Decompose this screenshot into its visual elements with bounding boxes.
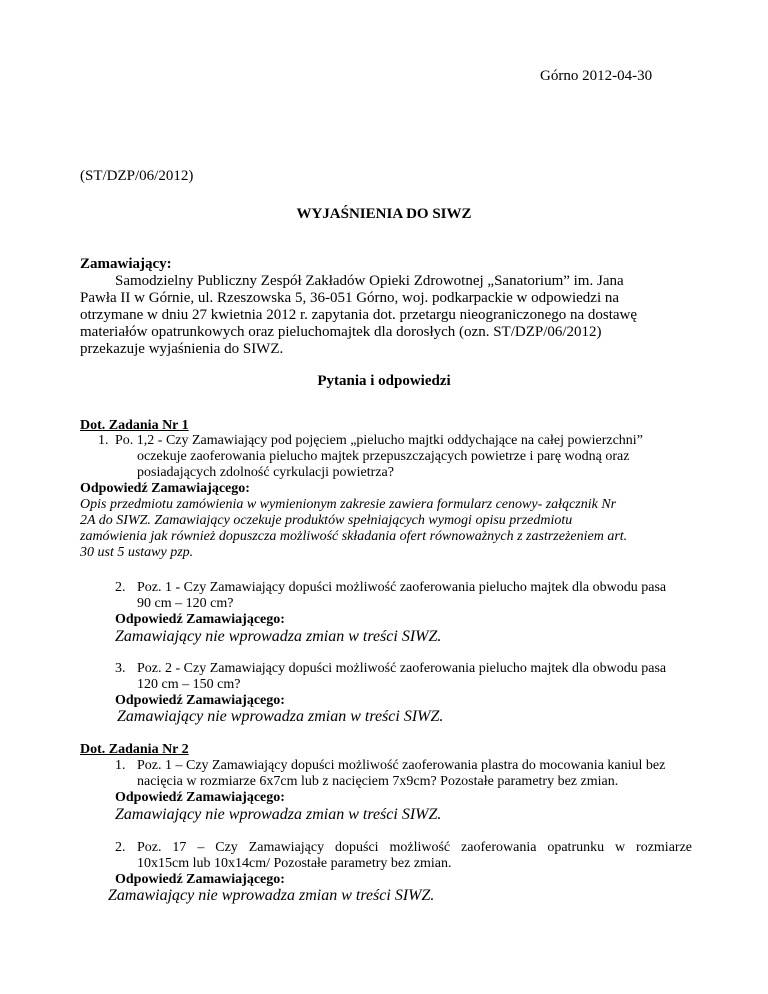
- document-date: Górno 2012-04-30: [540, 68, 653, 84]
- question-line: 10x15cm lub 10x14cm/ Pozostałe parametry bez zmian.: [137, 856, 452, 871]
- ordering-party-line-4: materiałów opatrunkowych oraz pieluchomajtek dla dorosłych (ozn. ST/DZP/06/2012): [80, 324, 602, 340]
- answer-line: 2A do SIWZ. Zamawiający oczekuje produktów spełniających wymogi opisu przedmiotu: [80, 513, 573, 528]
- question-line: nacięcia w rozmiarze 6x7cm lub z nacięciem 7x9cm? Pozostałe parametry bez zmian.: [137, 774, 619, 789]
- answer-label: Odpowiedź Zamawiającego:: [115, 693, 285, 708]
- answer-label: Odpowiedź Zamawiającego:: [115, 612, 285, 627]
- qa-heading: Pytania i odpowiedzi: [317, 373, 451, 389]
- task-2-heading: Dot. Zadania Nr 2: [80, 742, 189, 757]
- question-line: posiadających zdolność cyrkulacji powietrza?: [137, 465, 394, 480]
- answer-line: Opis przedmiotu zamówienia w wymienionym zakresie zawiera formularz cenowy- załącznik Nr: [80, 497, 617, 512]
- answer-line: 30 ust 5 ustawy pzp.: [80, 545, 194, 560]
- answer-label: Odpowiedź Zamawiającego:: [115, 790, 285, 805]
- question-line: Po. 1,2 - Czy Zamawiający pod pojęciem „pielucho majtki oddychające na całej powierzchni”: [115, 433, 643, 448]
- ordering-party-line-3: otrzymane w dniu 27 kwietnia 2012 r. zapytania dot. przetargu nieograniczonego na dostawę: [80, 307, 638, 323]
- reference-number: (ST/DZP/06/2012): [80, 168, 194, 184]
- question-line: oczekuje zaoferowania pielucho majtek przepuszczających powietrze i parę wodną oraz: [137, 449, 630, 464]
- question-number: 1.: [98, 433, 109, 448]
- question-line: 120 cm – 150 cm?: [137, 677, 241, 692]
- question-number: 2.: [115, 840, 126, 855]
- document-title: WYJAŚNIENIA DO SIWZ: [296, 206, 472, 222]
- ordering-party-line-5: przekazuje wyjaśnienia do SIWZ.: [80, 341, 284, 357]
- answer-text: Zamawiający nie wprowadza zmian w treści SIWZ.: [115, 628, 442, 645]
- question-line: Poz. 1 - Czy Zamawiający dopuści możliwość zaoferowania pielucho majtek dla obwodu pasa: [137, 580, 667, 595]
- question-line: Poz. 17 – Czy Zamawiający dopuści możliwość zaoferowania opatrunku w rozmiarze: [137, 840, 692, 855]
- answer-line: zamówienia jak również dopuszcza możliwość składania ofert równoważnych z zastrzeżeniem art.: [80, 529, 628, 544]
- ordering-party-line-2: Pawła II w Górnie, ul. Rzeszowska 5, 36-051 Górno, woj. podkarpackie w odpowiedzi na: [80, 290, 620, 306]
- task-1-heading: Dot. Zadania Nr 1: [80, 418, 189, 433]
- answer-text: Zamawiający nie wprowadza zmian w treści SIWZ.: [108, 887, 435, 904]
- ordering-party-line-1: Samodzielny Publiczny Zespół Zakładów Opieki Zdrowotnej „Sanatorium” im. Jana: [115, 273, 624, 289]
- question-number: 1.: [115, 758, 126, 773]
- answer-label: Odpowiedź Zamawiającego:: [115, 872, 285, 887]
- ordering-party-label: Zamawiający:: [80, 256, 172, 272]
- question-line: Poz. 1 – Czy Zamawiający dopuści możliwość zaoferowania plastra do mocowania kaniul bez: [137, 758, 666, 773]
- answer-text: Zamawiający nie wprowadza zmian w treści SIWZ.: [115, 806, 442, 823]
- question-line: 90 cm – 120 cm?: [137, 596, 234, 611]
- question-number: 2.: [115, 580, 126, 595]
- answer-label: Odpowiedź Zamawiającego:: [80, 481, 250, 496]
- question-line: Poz. 2 - Czy Zamawiający dopuści możliwość zaoferowania pielucho majtek dla obwodu pasa: [137, 661, 667, 676]
- question-number: 3.: [115, 661, 126, 676]
- answer-text: Zamawiający nie wprowadza zmian w treści SIWZ.: [117, 708, 444, 725]
